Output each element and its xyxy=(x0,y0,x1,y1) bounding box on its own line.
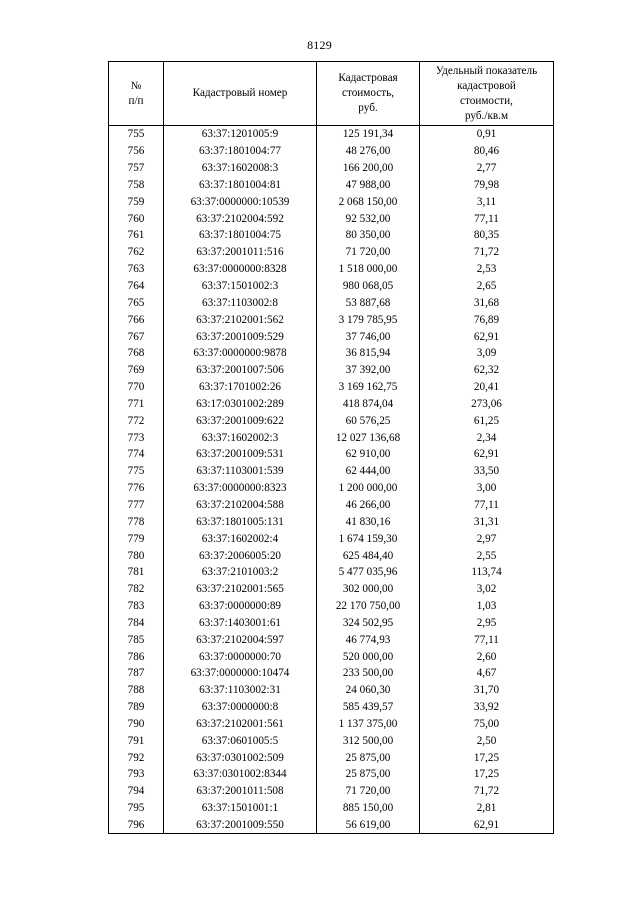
cell-cadastral-value: 3 179 785,95 xyxy=(317,311,420,328)
table-row xyxy=(109,513,554,530)
cell-cadastral-number: 63:37:0601005:5 xyxy=(164,732,317,749)
cell-specific-value: 71,72 xyxy=(420,783,554,800)
header-row xyxy=(109,62,554,126)
cell-cadastral-value: 2 068 150,00 xyxy=(317,193,420,210)
cell-specific-value: 33,92 xyxy=(420,699,554,716)
cell-specific-value: 2,50 xyxy=(420,732,554,749)
cell-specific-value: 2,34 xyxy=(420,429,554,446)
header-row-number: № п/п xyxy=(109,62,164,126)
cell-cadastral-number: 63:37:2102004:597 xyxy=(164,631,317,648)
cell-row-number: 761 xyxy=(109,227,164,244)
cell-row-number: 778 xyxy=(109,513,164,530)
cell-cadastral-value: 56 619,00 xyxy=(317,817,420,834)
cell-cadastral-value: 302 000,00 xyxy=(317,581,420,598)
cell-specific-value: 273,06 xyxy=(420,396,554,413)
cell-cadastral-number: 63:37:1103001:539 xyxy=(164,463,317,480)
cell-row-number: 777 xyxy=(109,497,164,514)
cell-cadastral-number: 63:37:2001011:508 xyxy=(164,783,317,800)
cell-specific-value: 2,53 xyxy=(420,261,554,278)
cell-cadastral-value: 36 815,94 xyxy=(317,345,420,362)
cell-cadastral-value: 53 887,68 xyxy=(317,294,420,311)
cell-cadastral-number: 63:37:1201005:9 xyxy=(164,126,317,143)
table-row xyxy=(109,345,554,362)
table-row xyxy=(109,328,554,345)
cell-cadastral-number: 63:37:1501001:1 xyxy=(164,800,317,817)
cell-cadastral-number: 63:37:1103002:31 xyxy=(164,682,317,699)
cell-cadastral-number: 63:37:1602008:3 xyxy=(164,160,317,177)
cell-cadastral-value: 47 988,00 xyxy=(317,177,420,194)
table-row xyxy=(109,716,554,733)
cell-row-number: 783 xyxy=(109,598,164,615)
cell-specific-value: 62,32 xyxy=(420,362,554,379)
cell-row-number: 758 xyxy=(109,177,164,194)
cell-cadastral-number: 63:37:1801004:75 xyxy=(164,227,317,244)
table-row xyxy=(109,547,554,564)
table-row xyxy=(109,581,554,598)
header-specific-value: Удельный показатель кадастровой стоимости, руб./кв.м xyxy=(420,62,554,126)
cell-row-number: 757 xyxy=(109,160,164,177)
table-row xyxy=(109,648,554,665)
cell-cadastral-value: 1 137 375,00 xyxy=(317,716,420,733)
cell-cadastral-number: 63:37:2001009:622 xyxy=(164,412,317,429)
cell-cadastral-value: 46 266,00 xyxy=(317,497,420,514)
cadastral-value-table xyxy=(108,61,554,834)
cell-specific-value: 77,11 xyxy=(420,497,554,514)
table-row xyxy=(109,463,554,480)
cell-cadastral-value: 37 746,00 xyxy=(317,328,420,345)
cell-specific-value: 2,60 xyxy=(420,648,554,665)
cell-specific-value: 20,41 xyxy=(420,379,554,396)
header-cadastral-value: Кадастровая стоимость, руб. xyxy=(317,62,420,126)
cell-cadastral-value: 71 720,00 xyxy=(317,244,420,261)
cell-row-number: 787 xyxy=(109,665,164,682)
cell-cadastral-value: 3 169 162,75 xyxy=(317,379,420,396)
cell-cadastral-number: 63:37:2001009:550 xyxy=(164,817,317,834)
cell-cadastral-value: 625 484,40 xyxy=(317,547,420,564)
table-row xyxy=(109,766,554,783)
table-row xyxy=(109,160,554,177)
cell-cadastral-value: 80 350,00 xyxy=(317,227,420,244)
cell-row-number: 790 xyxy=(109,716,164,733)
cell-specific-value: 62,91 xyxy=(420,328,554,345)
table-row xyxy=(109,379,554,396)
cell-cadastral-value: 125 191,34 xyxy=(317,126,420,143)
cell-cadastral-number: 63:37:2006005:20 xyxy=(164,547,317,564)
cell-specific-value: 31,31 xyxy=(420,513,554,530)
cell-row-number: 793 xyxy=(109,766,164,783)
cell-row-number: 755 xyxy=(109,126,164,143)
table-row xyxy=(109,143,554,160)
table-row xyxy=(109,614,554,631)
cell-specific-value: 61,25 xyxy=(420,412,554,429)
table-row xyxy=(109,749,554,766)
table-row xyxy=(109,177,554,194)
cell-specific-value: 62,91 xyxy=(420,817,554,834)
cell-specific-value: 3,00 xyxy=(420,480,554,497)
table-row xyxy=(109,193,554,210)
table-header xyxy=(109,62,554,126)
cell-specific-value: 31,68 xyxy=(420,294,554,311)
cell-row-number: 756 xyxy=(109,143,164,160)
cell-row-number: 759 xyxy=(109,193,164,210)
cell-cadastral-number: 63:37:0000000:10539 xyxy=(164,193,317,210)
cell-row-number: 794 xyxy=(109,783,164,800)
cell-specific-value: 2,65 xyxy=(420,278,554,295)
table-row xyxy=(109,126,554,143)
cell-specific-value: 31,70 xyxy=(420,682,554,699)
table-row xyxy=(109,665,554,682)
cell-row-number: 764 xyxy=(109,278,164,295)
cell-cadastral-number: 63:37:0000000:8 xyxy=(164,699,317,716)
cell-specific-value: 2,77 xyxy=(420,160,554,177)
cell-cadastral-number: 63:37:1403001:61 xyxy=(164,614,317,631)
table-row xyxy=(109,631,554,648)
cell-cadastral-number: 63:37:1103002:8 xyxy=(164,294,317,311)
cell-specific-value: 3,11 xyxy=(420,193,554,210)
cell-row-number: 769 xyxy=(109,362,164,379)
cell-cadastral-value: 25 875,00 xyxy=(317,749,420,766)
cell-row-number: 772 xyxy=(109,412,164,429)
cell-row-number: 770 xyxy=(109,379,164,396)
cell-specific-value: 62,91 xyxy=(420,446,554,463)
cell-row-number: 786 xyxy=(109,648,164,665)
table-row xyxy=(109,294,554,311)
cell-cadastral-value: 324 502,95 xyxy=(317,614,420,631)
cell-row-number: 774 xyxy=(109,446,164,463)
cell-specific-value: 113,74 xyxy=(420,564,554,581)
cell-cadastral-value: 520 000,00 xyxy=(317,648,420,665)
cell-cadastral-value: 46 774,93 xyxy=(317,631,420,648)
cell-cadastral-value: 1 518 000,00 xyxy=(317,261,420,278)
cell-cadastral-number: 63:37:2102004:592 xyxy=(164,210,317,227)
cell-specific-value: 33,50 xyxy=(420,463,554,480)
cell-row-number: 781 xyxy=(109,564,164,581)
cell-specific-value: 17,25 xyxy=(420,749,554,766)
cell-cadastral-number: 63:37:2102001:565 xyxy=(164,581,317,598)
cell-cadastral-value: 980 068,05 xyxy=(317,278,420,295)
cell-cadastral-number: 63:37:0000000:8328 xyxy=(164,261,317,278)
cell-cadastral-value: 418 874,04 xyxy=(317,396,420,413)
cell-cadastral-value: 24 060,30 xyxy=(317,682,420,699)
table-row xyxy=(109,446,554,463)
cell-cadastral-value: 5 477 035,96 xyxy=(317,564,420,581)
cell-specific-value: 2,55 xyxy=(420,547,554,564)
cell-row-number: 796 xyxy=(109,817,164,834)
cell-row-number: 779 xyxy=(109,530,164,547)
cell-cadastral-value: 25 875,00 xyxy=(317,766,420,783)
cell-cadastral-value: 71 720,00 xyxy=(317,783,420,800)
cell-specific-value: 4,67 xyxy=(420,665,554,682)
cell-row-number: 771 xyxy=(109,396,164,413)
table-row xyxy=(109,412,554,429)
cell-cadastral-value: 1 674 159,30 xyxy=(317,530,420,547)
table-row xyxy=(109,396,554,413)
cell-specific-value: 77,11 xyxy=(420,210,554,227)
table-row xyxy=(109,530,554,547)
cell-row-number: 784 xyxy=(109,614,164,631)
cell-cadastral-number: 63:37:2001011:516 xyxy=(164,244,317,261)
cell-row-number: 766 xyxy=(109,311,164,328)
table-row xyxy=(109,261,554,278)
cell-cadastral-number: 63:37:1801004:81 xyxy=(164,177,317,194)
cell-cadastral-value: 312 500,00 xyxy=(317,732,420,749)
table-row xyxy=(109,564,554,581)
cell-specific-value: 71,72 xyxy=(420,244,554,261)
table-row xyxy=(109,800,554,817)
table-row xyxy=(109,429,554,446)
cell-specific-value: 77,11 xyxy=(420,631,554,648)
cell-cadastral-value: 37 392,00 xyxy=(317,362,420,379)
cell-row-number: 768 xyxy=(109,345,164,362)
cell-row-number: 782 xyxy=(109,581,164,598)
cell-cadastral-number: 63:37:0301002:8344 xyxy=(164,766,317,783)
cell-specific-value: 80,46 xyxy=(420,143,554,160)
cell-specific-value: 76,89 xyxy=(420,311,554,328)
cell-cadastral-number: 63:37:0000000:8323 xyxy=(164,480,317,497)
cell-specific-value: 2,95 xyxy=(420,614,554,631)
cell-cadastral-number: 63:37:2001009:529 xyxy=(164,328,317,345)
cell-cadastral-number: 63:37:0000000:70 xyxy=(164,648,317,665)
cell-row-number: 792 xyxy=(109,749,164,766)
cell-specific-value: 2,97 xyxy=(420,530,554,547)
cell-specific-value: 79,98 xyxy=(420,177,554,194)
cell-row-number: 760 xyxy=(109,210,164,227)
cell-row-number: 773 xyxy=(109,429,164,446)
table-row xyxy=(109,598,554,615)
cell-cadastral-number: 63:37:1701002:26 xyxy=(164,379,317,396)
header-cadastral-number: Кадастровый номер xyxy=(164,62,317,126)
table-body xyxy=(109,126,554,834)
table-row xyxy=(109,278,554,295)
cell-cadastral-number: 63:37:0000000:9878 xyxy=(164,345,317,362)
cell-specific-value: 1,03 xyxy=(420,598,554,615)
cell-cadastral-value: 92 532,00 xyxy=(317,210,420,227)
table-row xyxy=(109,480,554,497)
cell-row-number: 765 xyxy=(109,294,164,311)
cell-cadastral-number: 63:17:0301002:289 xyxy=(164,396,317,413)
cell-cadastral-value: 166 200,00 xyxy=(317,160,420,177)
cell-cadastral-number: 63:37:1801005:131 xyxy=(164,513,317,530)
cell-row-number: 776 xyxy=(109,480,164,497)
table-row xyxy=(109,362,554,379)
cell-cadastral-value: 233 500,00 xyxy=(317,665,420,682)
table-row xyxy=(109,682,554,699)
cell-cadastral-value: 22 170 750,00 xyxy=(317,598,420,615)
cell-specific-value: 3,09 xyxy=(420,345,554,362)
table-row xyxy=(109,817,554,834)
cell-row-number: 785 xyxy=(109,631,164,648)
table-row xyxy=(109,783,554,800)
table-row xyxy=(109,227,554,244)
cell-cadastral-value: 48 276,00 xyxy=(317,143,420,160)
cell-specific-value: 75,00 xyxy=(420,716,554,733)
cell-cadastral-number: 63:37:2001009:531 xyxy=(164,446,317,463)
table-row xyxy=(109,497,554,514)
cell-specific-value: 2,81 xyxy=(420,800,554,817)
cell-row-number: 763 xyxy=(109,261,164,278)
cell-cadastral-number: 63:37:2001007:506 xyxy=(164,362,317,379)
cell-cadastral-number: 63:37:2102004:588 xyxy=(164,497,317,514)
cell-specific-value: 17,25 xyxy=(420,766,554,783)
cell-cadastral-number: 63:37:2101003:2 xyxy=(164,564,317,581)
page-number: 8129 xyxy=(307,38,332,52)
cell-specific-value: 80,35 xyxy=(420,227,554,244)
cell-row-number: 791 xyxy=(109,732,164,749)
cell-row-number: 795 xyxy=(109,800,164,817)
table-row xyxy=(109,732,554,749)
cell-cadastral-value: 60 576,25 xyxy=(317,412,420,429)
cell-cadastral-value: 885 150,00 xyxy=(317,800,420,817)
table-row xyxy=(109,244,554,261)
cell-cadastral-number: 63:37:0000000:89 xyxy=(164,598,317,615)
cell-row-number: 788 xyxy=(109,682,164,699)
cell-cadastral-number: 63:37:1602002:4 xyxy=(164,530,317,547)
table-row xyxy=(109,699,554,716)
cell-row-number: 780 xyxy=(109,547,164,564)
table-row xyxy=(109,210,554,227)
cell-cadastral-value: 1 200 000,00 xyxy=(317,480,420,497)
cell-row-number: 762 xyxy=(109,244,164,261)
cell-cadastral-number: 63:37:0301002:509 xyxy=(164,749,317,766)
cell-row-number: 789 xyxy=(109,699,164,716)
cell-cadastral-value: 62 910,00 xyxy=(317,446,420,463)
cell-cadastral-number: 63:37:1501002:3 xyxy=(164,278,317,295)
cell-cadastral-number: 63:37:1801004:77 xyxy=(164,143,317,160)
cell-specific-value: 3,02 xyxy=(420,581,554,598)
cell-cadastral-value: 41 830,16 xyxy=(317,513,420,530)
cell-cadastral-number: 63:37:1602002:3 xyxy=(164,429,317,446)
cell-specific-value: 0,91 xyxy=(420,126,554,143)
cell-cadastral-number: 63:37:2102001:561 xyxy=(164,716,317,733)
cell-row-number: 775 xyxy=(109,463,164,480)
cell-row-number: 767 xyxy=(109,328,164,345)
table-row xyxy=(109,311,554,328)
cell-cadastral-number: 63:37:0000000:10474 xyxy=(164,665,317,682)
cell-cadastral-value: 585 439,57 xyxy=(317,699,420,716)
cell-cadastral-value: 62 444,00 xyxy=(317,463,420,480)
cell-cadastral-value: 12 027 136,68 xyxy=(317,429,420,446)
cell-cadastral-number: 63:37:2102001:562 xyxy=(164,311,317,328)
